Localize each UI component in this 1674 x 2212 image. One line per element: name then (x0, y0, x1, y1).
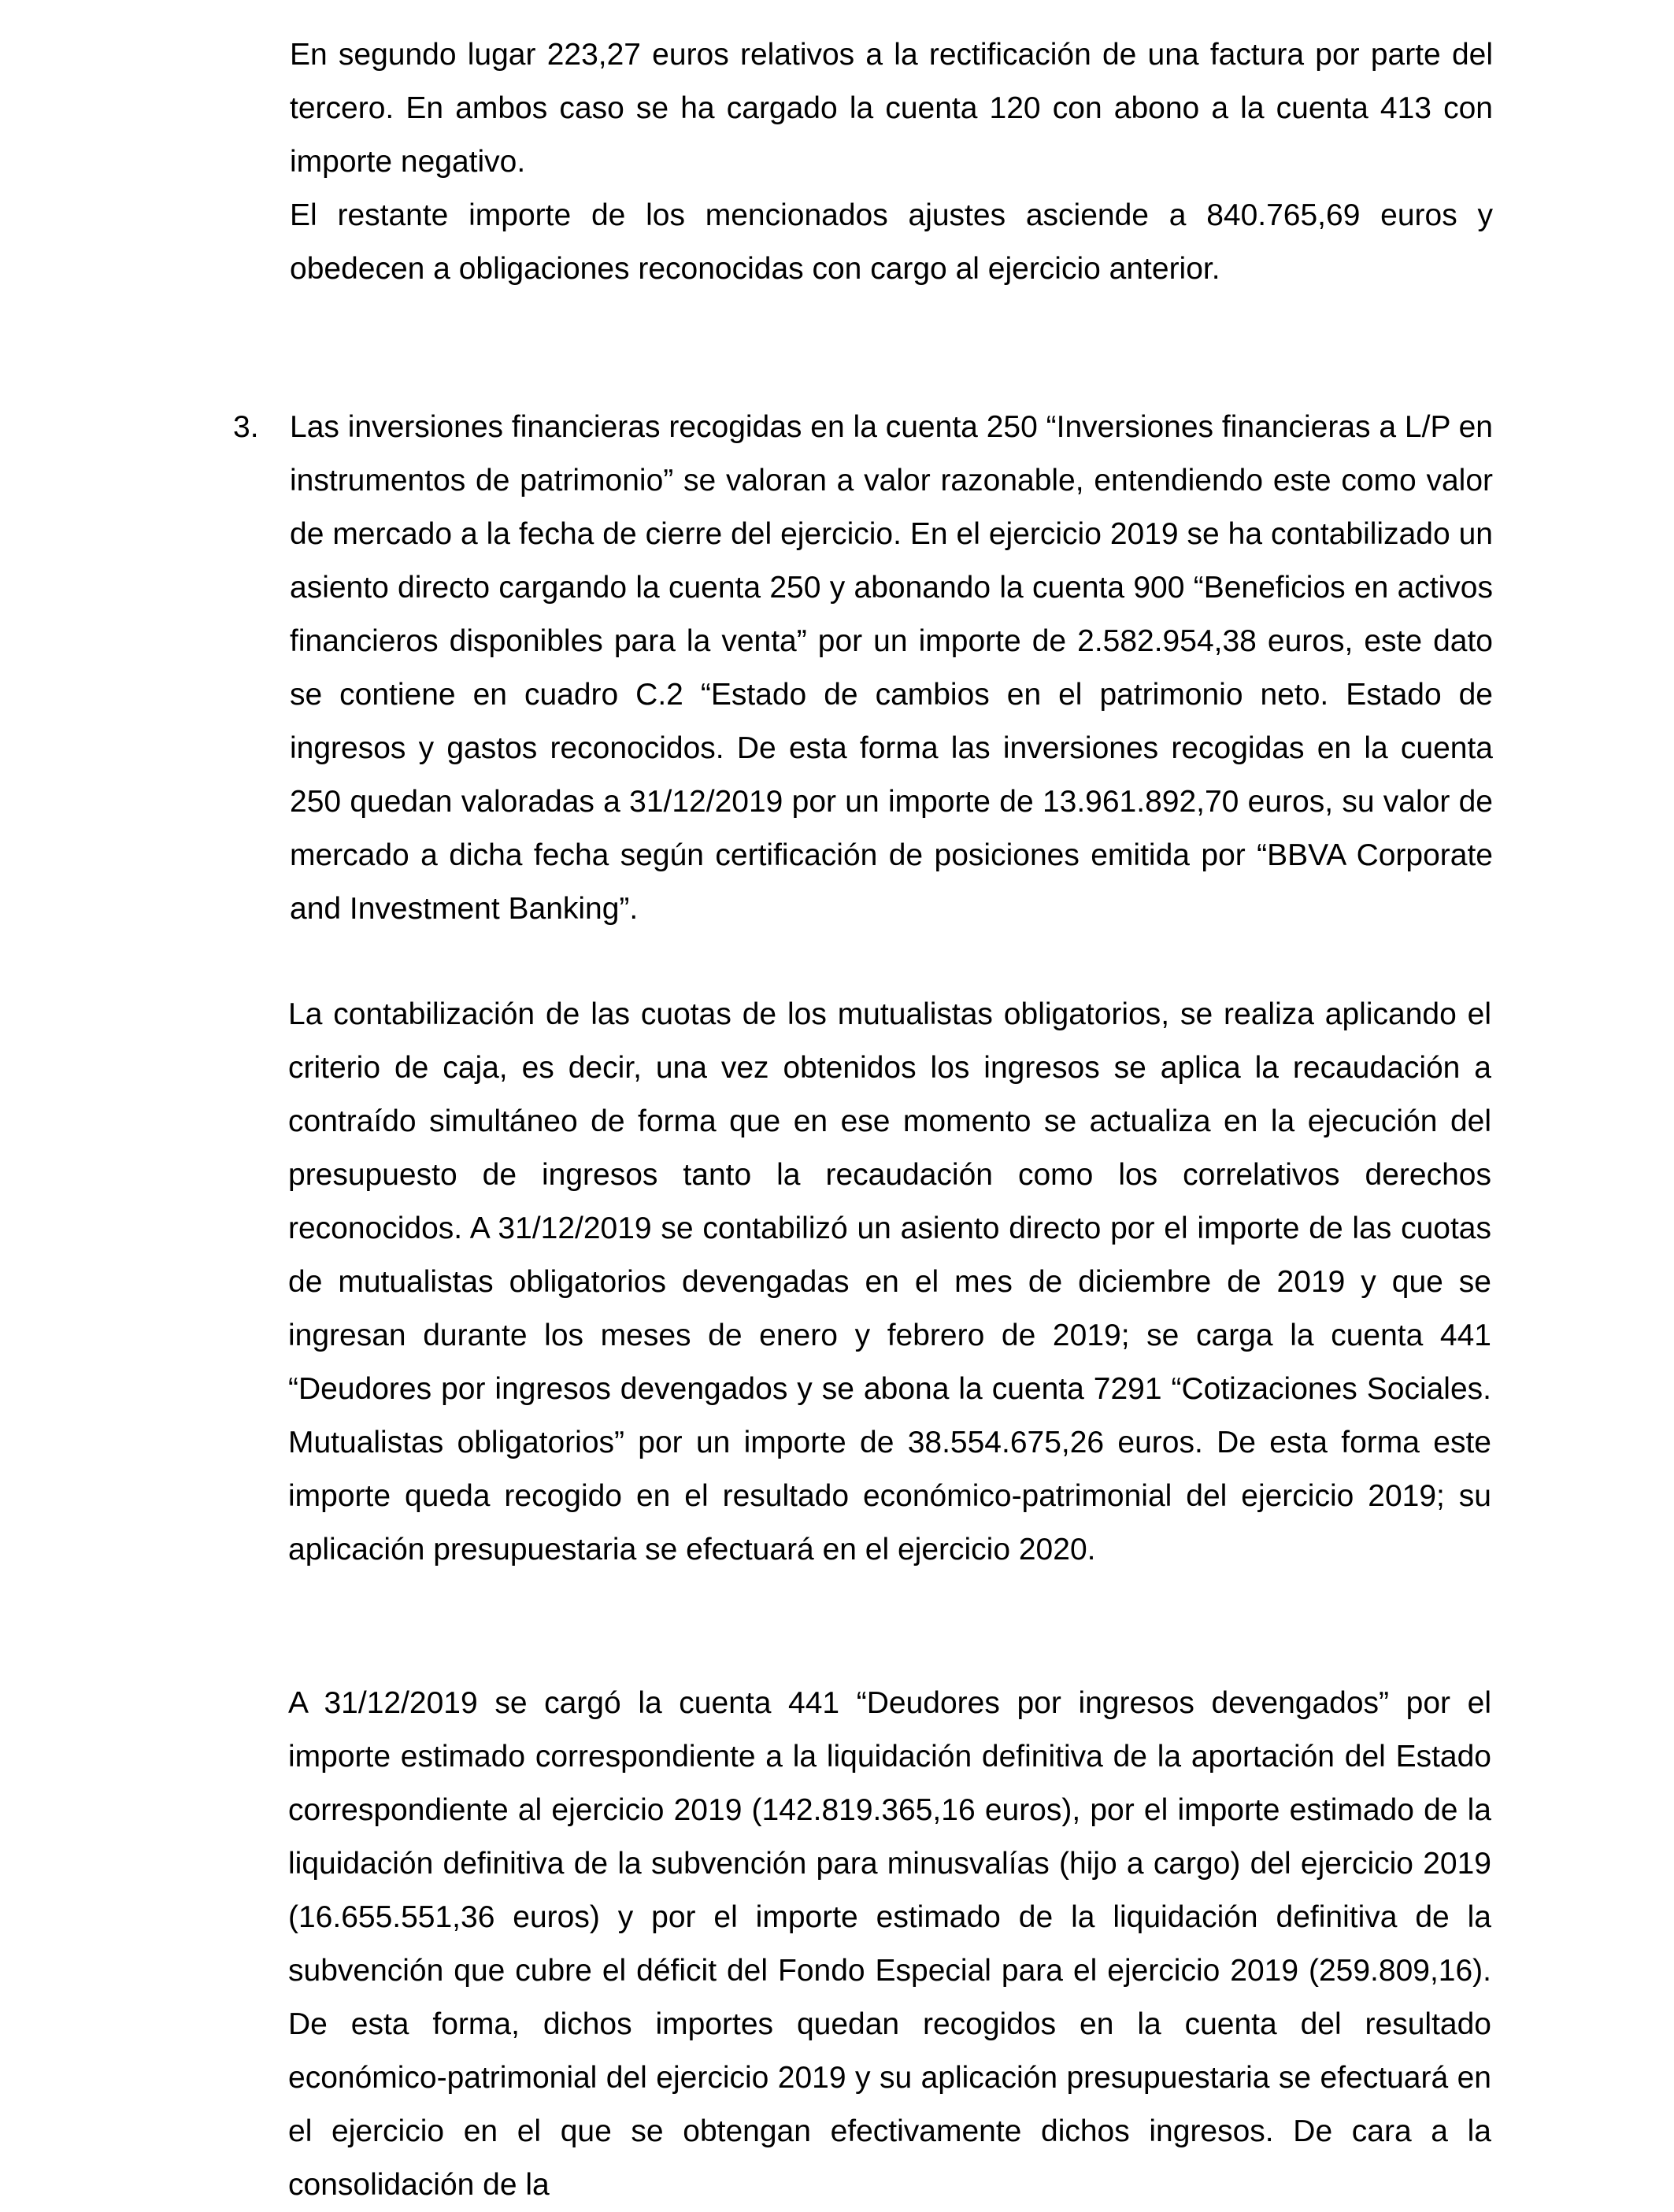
paragraph-deudores (288, 1677, 1491, 2212)
paragraph-deudores-text: A 31/12/2019 se cargó la cuenta 441 “Deudores por ingresos devengados” por el importe estimado correspondiente a la liquidación definitiva de la aportación del Estado correspondiente al ejercicio 2019 (142.819.365,16 euros), por el importe estimado de la liquidación definitiva de la subvención para minusvalías (hijo a cargo) del ejercicio 2019 (16.655.551,36 euros) y por el importe estimado de la liquidación definitiva de la subvención que cubre el déficit del Fondo Especial para el ejercicio 2019 (259.809,16). De esta forma, dichos importes quedan recogidos en la cuenta del resultado económico-patrimonial del ejercicio 2019 y su aplicación presupuestaria se efectuará en el ejercicio en el que se obtengan efectivamente dichos ingresos. De cara a la consolidación de la (288, 1686, 1491, 2202)
list-item-inversiones-text: Las inversiones financieras recogidas en la cuenta 250 “Inversiones financieras a L/P en instrumentos de patrimonio” se valoran a valor razonable, entendiendo este como valor de mercado a la fecha de cierre del ejercicio. En el ejercicio 2019 se ha contabilizado un asiento directo cargando la cuenta 250 y abonando la cuenta 900 “Beneficios en activos financieros disponibles para la venta” por un importe de 2.582.954,38 euros, este dato se contiene en cuadro C.2 “Estado de cambios en el patrimonio neto. Estado de ingresos y gastos reconocidos. De esta forma las inversiones recogidas en la cuenta 250 quedan valoradas a 31/12/2019 por un importe de 13.961.892,70 euros, su valor de mercado a dicha fecha según certificación de posiciones emitida por “BBVA Corporate and Investment Banking”. (290, 410, 1493, 926)
paragraph-cuotas-mutualistas (288, 988, 1491, 1577)
list-item-inversiones (290, 401, 1493, 936)
list-item-number: 3. (233, 410, 259, 444)
paragraph-ajustes (290, 28, 1493, 296)
paragraph-ajustes-line1: En segundo lugar 223,27 euros relativos a la rectificación de una factura por parte del tercero. En ambos caso se ha cargado la cuenta 120 con abono a la cuenta 413 con importe negativo. (290, 38, 1493, 179)
paragraph-ajustes-line2: El restante importe de los mencionados ajustes asciende a 840.765,69 euros y obedecen a obligaciones reconocidas con cargo al ejercicio anterior. (290, 198, 1493, 286)
paragraph-cuotas-text: La contabilización de las cuotas de los mutualistas obligatorios, se realiza aplicando el criterio de caja, es decir, una vez obtenidos los ingresos se aplica la recaudación a contraído simultáneo de forma que en ese momento se actualiza en la ejecución del presupuesto de ingresos tanto la recaudación como los correlativos derechos reconocidos. A 31/12/2019 se contabilizó un asiento directo por el importe de las cuotas de mutualistas obligatorios devengadas en el mes de diciembre de 2019 y que se ingresan durante los meses de enero y febrero de 2019; se carga la cuenta 441 “Deudores por ingresos devengados y se abona la cuenta 7291 “Cotizaciones Sociales. Mutualistas obligatorios” por un importe de 38.554.675,26 euros. De esta forma este importe queda recogido en el resultado económico-patrimonial del ejercicio 2019; su aplicación presupuestaria se efectuará en el ejercicio 2020. (288, 997, 1491, 1567)
